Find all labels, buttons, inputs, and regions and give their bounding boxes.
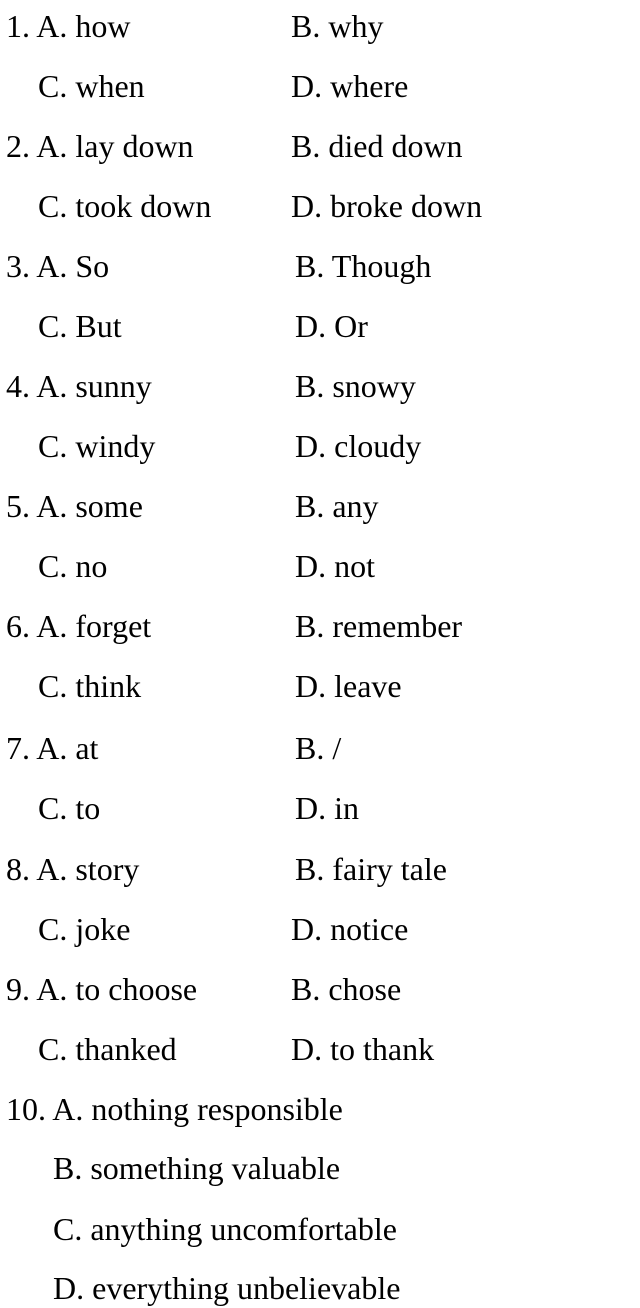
q10-option-c: C. anything uncomfortable: [53, 1211, 397, 1247]
q8-option-a: 8. A. story: [6, 851, 140, 887]
q3-option-c: C. But: [38, 308, 122, 344]
q2-option-c: C. took down: [38, 188, 212, 224]
q6-option-b: B. remember: [295, 608, 463, 644]
q10-option-a: 10. A. nothing responsible: [6, 1091, 343, 1127]
q8-option-d: D. notice: [291, 911, 409, 947]
q1-option-b: B. why: [291, 8, 384, 44]
q2-option-b: B. died down: [291, 128, 463, 164]
q4-option-d: D. cloudy: [295, 428, 422, 464]
q3-option-d: D. Or: [295, 308, 368, 344]
q4-option-b: B. snowy: [295, 368, 416, 404]
q9-option-d: D. to thank: [291, 1031, 435, 1067]
q10-option-b: B. something valuable: [53, 1150, 341, 1186]
q2-option-d: D. broke down: [291, 188, 483, 224]
q5-option-d: D. not: [295, 548, 375, 584]
q5-option-c: C. no: [38, 548, 108, 584]
q6-option-d: D. leave: [295, 668, 402, 704]
q3-option-b: B. Though: [295, 248, 432, 284]
q9-option-c: C. thanked: [38, 1031, 177, 1067]
q6-option-c: C. think: [38, 668, 142, 704]
q5-option-a: 5. A. some: [6, 488, 143, 524]
q8-option-c: C. joke: [38, 911, 131, 947]
q4-option-c: C. windy: [38, 428, 156, 464]
q8-option-b: B. fairy tale: [295, 851, 447, 887]
q9-option-b: B. chose: [291, 971, 402, 1007]
q1-option-d: D. where: [291, 68, 409, 104]
q9-option-a: 9. A. to choose: [6, 971, 198, 1007]
q3-option-a: 3. A. So: [6, 248, 110, 284]
q7-option-b: B. /: [295, 730, 342, 766]
q10-option-d: D. everything unbelievable: [53, 1270, 401, 1306]
q4-option-a: 4. A. sunny: [6, 368, 152, 404]
q7-option-d: D. in: [295, 790, 359, 826]
q2-option-a: 2. A. lay down: [6, 128, 194, 164]
q1-option-c: C. when: [38, 68, 145, 104]
q5-option-b: B. any: [295, 488, 379, 524]
q6-option-a: 6. A. forget: [6, 608, 152, 644]
q7-option-a: 7. A. at: [6, 730, 99, 766]
q1-option-a: 1. A. how: [6, 8, 131, 44]
q7-option-c: C. to: [38, 790, 101, 826]
